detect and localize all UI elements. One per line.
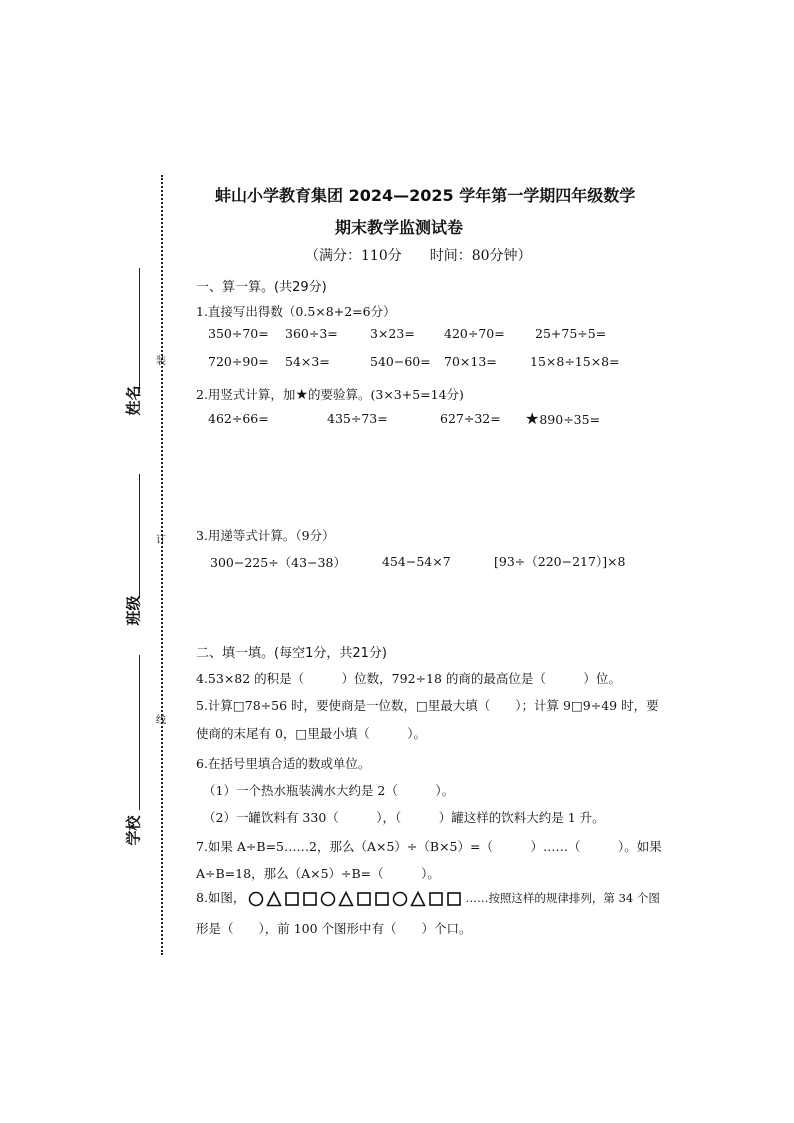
q8-pre: 8.如图， [196,890,246,905]
q7-line1: 7.如果 A÷B=5……2，那么（A×5）÷（B×5）=（ ）……（ ）。如果 [196,839,662,854]
q1-item: 720÷90= [208,354,269,369]
q7-line2: A÷B=18，那么（A×5）÷B=（ ）。 [196,866,440,881]
q6-1: （1）一个热水瓶装满水大约是 2（ ）。 [203,783,455,798]
q1-item: 420÷70= [444,326,505,341]
class-label: 班级 [124,595,143,626]
star-icon: ★ [525,409,540,428]
square-icon [446,891,462,907]
section2-heading: 二、填一填。(每空1分，共21分) [196,646,387,661]
q2-heading [196,385,464,403]
square-icon [284,891,300,907]
q2-item: 627÷32= [440,411,501,426]
square-icon [356,891,372,907]
circle-icon [248,891,264,907]
q1-item: 540−60= [370,354,431,369]
q1-item: 54×3= [285,354,330,369]
q2-item: 462÷66= [208,411,269,426]
q3-item: [93÷（220−217）]×8 [494,554,626,569]
q1-item: 70×13= [444,354,497,369]
q8-post: ……按照这样的规律排列，第 34 个图 [465,891,660,905]
q2-heading-post: 的要验算。(3×3+5=14分) [308,387,464,402]
exam-title-line1: 蚌山小学教育集团 2024—2025 学年第一学期四年级数学 [215,186,636,205]
square-icon [374,891,390,907]
class-underline [139,474,140,598]
q3-heading: 3.用递等式计算。（9分） [196,528,335,543]
q2-item: 435÷73= [327,411,388,426]
triangle-icon [410,891,426,907]
school-label: 学校 [124,815,143,846]
binding-mark-zhuang: 装 [156,356,166,367]
square-icon [428,891,444,907]
q2-item-starred [525,409,600,428]
q2-heading-pre: 2.用竖式计算，加 [196,387,296,402]
circle-icon [320,891,336,907]
score-time: （满分：110分 时间：80分钟） [305,248,532,264]
square-icon [302,891,318,907]
q2-item-text: 890÷35= [539,412,601,427]
q3-item: 300−225÷（43−38） [210,555,346,570]
exam-title-line2: 期末教学监测试卷 [335,218,464,237]
q8-line2: 形是（ ），前 100 个图形中有（ ）个口。 [196,921,472,936]
q6-2: （2）一罐饮料有 330（ ），（ ）罐这样的饮料大约是 1 升。 [203,810,605,825]
triangle-icon [266,891,282,907]
binding-dotted-line [161,175,163,955]
q5-line1: 5.计算□78÷56 时，要使商是一位数，□里最大填（ ）；计算 9□9÷49 时，要 [196,698,659,713]
q1-item: 3×23= [370,326,415,341]
triangle-icon [338,891,354,907]
name-label: 姓名 [124,385,143,416]
shape-sequence [248,891,462,907]
q5-line2: 使商的末尾有 0，□里最小填（ ）。 [196,726,426,741]
star-icon: ★ [295,387,308,403]
section1-heading: 一、算一算。(共29分) [196,280,327,295]
binding-mark-ding: 订 [156,535,166,546]
binding-mark-xian: 线 [156,715,166,726]
q1-item: 25+75÷5= [535,326,607,341]
q1-item: 360÷3= [285,326,338,341]
circle-icon [392,891,408,907]
q8-line1 [196,888,660,907]
q6-heading: 6.在括号里填合适的数或单位。 [196,756,371,771]
q1-item: 350÷70= [208,326,269,341]
school-underline [139,655,140,810]
name-underline [139,268,140,393]
q3-item: 454−54×7 [382,554,451,569]
q4: 4.53×82 的积是（ ）位数，792÷18 的商的最高位是（ ）位。 [196,671,621,686]
q1-heading: 1.直接写出得数（0.5×8+2=6分） [196,304,396,319]
q1-item: 15×8÷15×8= [530,354,620,369]
